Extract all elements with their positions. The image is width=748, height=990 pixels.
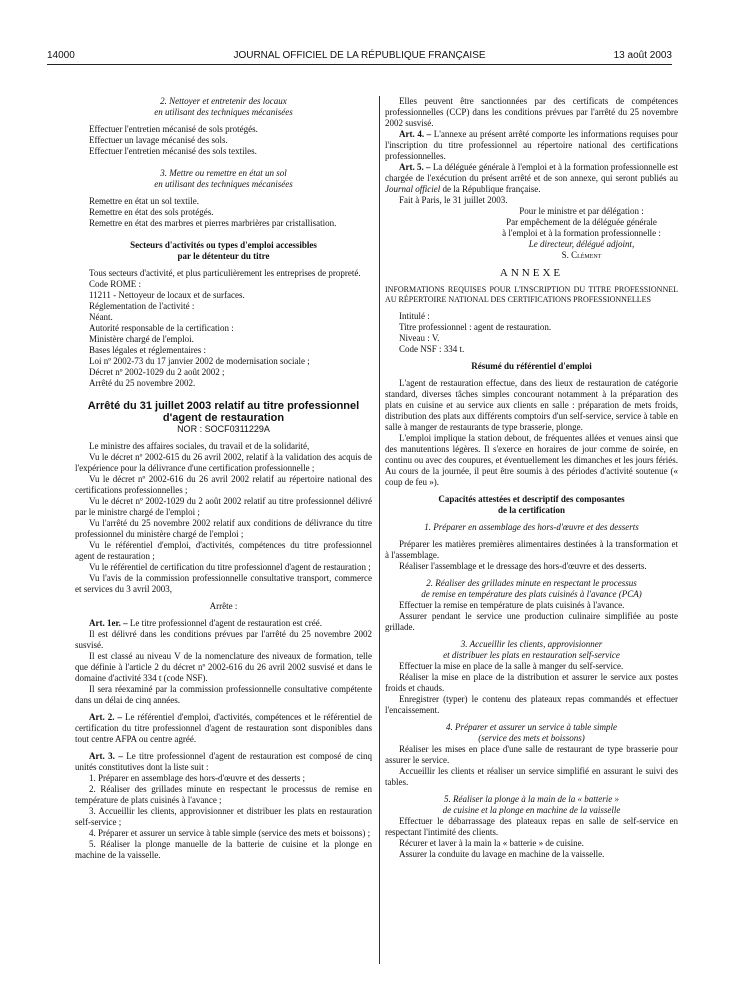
competence-title: de cuisine et la plonge en machine de la vaisselle	[442, 805, 621, 815]
decree-title: Arrêté du 31 juillet 2003 relatif au titre professionnel	[87, 400, 360, 412]
signature-line: Par empêchement de la déléguée générale	[506, 217, 657, 227]
list-item: 2. Réaliser des grillades minute en respectant le processus de remise en température de plats cuisinés à l'avance ;	[75, 784, 372, 805]
paragraph: Il sera réexaminé par la commission professionnelle consultative compétente dans un délai de cinq années.	[75, 684, 372, 705]
field-line: Code NSF : 334 t.	[399, 344, 465, 354]
article-3	[75, 751, 372, 773]
preamble-line: Vu le référentiel d'emploi, d'activités, compétences du titre professionnel agent de restauration ;	[75, 540, 372, 561]
list-item: Effectuer le débarrassage des plateaux repas en salle de self-service en respectant l'intimité des clients.	[385, 816, 678, 837]
section-heading: par le détenteur du titre	[177, 251, 270, 261]
competence-title: de remise en température des plats cuisinés à l'avance (PCA)	[421, 589, 642, 599]
list-item: Remettre en état des sols protégés.	[89, 207, 214, 217]
field-label: Code ROME :	[89, 279, 142, 289]
list-item: Récurer et laver à la main la « batterie » de cuisine.	[399, 838, 584, 848]
list-item: Décret nº 2002-1029 du 2 août 2002 ;	[89, 367, 225, 377]
signature-line: Pour le ministre et par délégation :	[519, 206, 644, 216]
list-item: Arrêté du 25 novembre 2002.	[89, 378, 196, 388]
competence-title: et distribuer les plats en restauration self-service	[443, 650, 620, 660]
article-text: Le référentiel d'emploi, d'activités, compétences et le référentiel de certification du titre professionnel d'agent de restauration sont disponibles dans tout centre AFPA ou centre agréé.	[75, 712, 373, 744]
column-divider	[379, 96, 380, 964]
paragraph: L'agent de restauration effectue, dans des lieux de restauration de catégorie standard, diverses tâches simples concourant notamment à la préparation des plats en cuisine et au service aux clients en salle : préparation de mets froids, distribution des plats aux différents comptoirs d'un self-service, service à table en salle à manger de restaurants de type brasserie, plonge.	[385, 378, 678, 432]
section-title: en utilisant des techniques mécanisées	[154, 107, 293, 117]
list-item: Remettre en état des marbres et pierres marbrières par cristallisation.	[89, 218, 337, 228]
section-heading: Résumé du référentiel d'emploi	[471, 361, 592, 371]
preamble-line: Vu l'arrêté du 25 novembre 2002 relatif aux conditions de délivrance du titre professionnel du ministère chargé de l'emploi ;	[75, 518, 372, 539]
article-label: Art. 1er. –	[89, 618, 128, 628]
article-5	[385, 162, 678, 195]
section-title: 2. Nettoyer et entretenir des locaux	[160, 96, 287, 106]
article-text: de la République française.	[442, 184, 541, 194]
article-1	[75, 618, 372, 629]
arrete-word: Arrête :	[209, 601, 238, 611]
competence-title: 4. Préparer et assurer un service à table simple	[445, 722, 618, 732]
journal-title: JOURNAL OFFICIEL DE LA RÉPUBLIQUE FRANÇAISE	[233, 50, 486, 61]
page-number: 14000	[47, 50, 75, 61]
field-line: Titre professionnel : agent de restauration.	[399, 322, 552, 332]
list-item: Effectuer la mise en place de la salle à manger du self-service.	[399, 661, 624, 671]
signature-line: à l'emploi et à la formation professionnelle :	[502, 228, 661, 238]
article-label: Art. 2. –	[89, 712, 122, 722]
list-item: Accueillir les clients et réaliser un service simplifié en assurant le suivi des tables.	[385, 766, 678, 787]
field-value: 11211 - Nettoyeur de locaux et de surfaces.	[89, 290, 245, 300]
signature-date: Fait à Paris, le 31 juillet 2003.	[399, 195, 508, 205]
section-heading: Secteurs d'activités ou types d'emploi accessibles	[130, 240, 317, 250]
article-4	[385, 129, 678, 162]
section-heading: de la certification	[498, 505, 565, 515]
signature-block	[485, 206, 678, 261]
signature-title: Le directeur, délégué adjoint,	[528, 239, 635, 249]
field-line: Niveau : V.	[399, 333, 440, 343]
list-item: 5. Réaliser la plonge manuelle de la batterie de cuisine et la plonge en machine de la vaisselle.	[75, 839, 372, 860]
list-item: Effectuer l'entretien mécanisé de sols protégés.	[89, 124, 258, 134]
field-value: Ministère chargé de l'emploi.	[89, 334, 194, 344]
preamble-line: Le ministre des affaires sociales, du travail et de la solidarité,	[89, 441, 310, 451]
list-item: Réaliser la mise en place de la distribution et assurer le service aux postes froids et chauds.	[385, 672, 678, 693]
decree-title: d'agent de restauration	[162, 412, 285, 424]
journal-name: Journal officiel	[385, 184, 441, 194]
signature-name: S. Clément	[561, 250, 602, 260]
page-header	[47, 50, 672, 64]
list-item: Réaliser l'assemblage et le dressage des hors-d'œuvre et des desserts.	[399, 561, 647, 571]
paragraph: Elles peuvent être sanctionnées par des certificats de compétences professionnelles (CCP) dans les conditions prévues par l'arrêté du 25 novembre 2002 susvisé.	[385, 96, 678, 128]
list-item: Effectuer un lavage mécanisé des sols.	[89, 135, 228, 145]
list-item: Assurer la conduite du lavage en machine de la vaisselle.	[399, 849, 605, 859]
competence-title: 5. Réaliser la plonge à la main de la « batterie »	[444, 794, 619, 804]
list-item: Remettre en état un sol textile.	[89, 196, 199, 206]
section-title: en utilisant des techniques mécanisées	[154, 179, 293, 189]
list-item: Enregistrer (typer) le contenu des plateaux repas commandés et effectuer l'encaissement.	[385, 694, 678, 715]
header-rule	[47, 64, 672, 65]
list-item: Effectuer l'entretien mécanisé des sols textiles.	[89, 146, 257, 156]
competence-title: (service des mets et boissons)	[478, 733, 585, 743]
list-item: Loi nº 2002-73 du 17 janvier 2002 de modernisation sociale ;	[89, 356, 310, 366]
list-item: Assurer pendant le service une production culinaire simplifiée au poste grillade.	[385, 611, 678, 632]
section-heading: Capacités attestées et descriptif des composantes	[438, 494, 625, 504]
field-line: Intitulé :	[399, 311, 430, 321]
competence-title: 3. Accueillir les clients, approvisionner	[460, 639, 603, 649]
article-label: Art. 5. –	[399, 162, 431, 172]
article-text: La déléguée générale à l'emploi et à la formation professionnelle est chargée de l'exécution du présent arrêté et de son annexe, qui seront publiés au	[385, 162, 678, 183]
field-value: Néant.	[89, 312, 113, 322]
preamble-line: Vu le décret nº 2002-615 du 26 avril 2002, relatif à la validation des acquis de l'expérience pour la délivrance d'une certification professionnelle ;	[75, 452, 372, 473]
article-2	[75, 712, 372, 745]
left-column	[75, 96, 372, 861]
list-item: Réaliser les mises en place d'une salle de restaurant de type brasserie pour assurer le service.	[385, 744, 678, 765]
preamble-line: Vu l'avis de la commission professionnelle consultative transport, commerce et services du 3 avril 2003,	[75, 573, 372, 594]
annex-title: INFORMATIONS REQUISES POUR L'INSCRIPTION DU TITRE PROFESSIONNEL AU RÉPERTOIRE NATIONAL DES CERTIFICATIONS PROFESSIONNELLES	[385, 285, 678, 304]
preamble-line: Vu le décret nº 2002-616 du 26 avril 2002 relatif au répertoire national des certifications professionnelles ;	[75, 474, 372, 495]
field-label: Réglementation de l'activité :	[89, 301, 195, 311]
annex-heading: ANNEXE	[499, 267, 564, 279]
article-text: Le titre professionnel d'agent de restauration est composé de cinq unités constitutives dont la liste suit :	[75, 751, 373, 772]
article-text: Le titre professionnel d'agent de restauration est créé.	[129, 618, 322, 628]
paragraph: Tous secteurs d'activité, et plus particulièrement les entreprises de propreté.	[89, 268, 361, 278]
article-text: L'annexe au présent arrêté comporte les informations requises pour l'inscription du titre professionnel au répertoire national des certifications professionnelles.	[385, 129, 678, 161]
article-label: Art. 3. –	[89, 751, 123, 761]
competence-title: 2. Réaliser des grillades minute en respectant le processus	[426, 578, 637, 588]
preamble-line: Vu le décret nº 2002-1029 du 2 août 2002 relatif au titre professionnel délivré par le ministre chargé de l'emploi ;	[75, 496, 372, 517]
paragraph: Il est délivré dans les conditions prévues par l'arrêté du 25 novembre 2002 susvisé.	[75, 629, 372, 650]
article-label: Art. 4. –	[399, 129, 432, 139]
section-title: 3. Mettre ou remettre en état un sol	[160, 168, 287, 178]
paragraph: Il est classé au niveau V de la nomenclature des niveaux de formation, telle que définie à l'article 2 du décret nº 2002-616 du 26 avril 2002 susvisé et dans le domaine d'activité 334 t (code NSF).	[75, 651, 372, 683]
issue-date: 13 août 2003	[613, 50, 672, 61]
list-item: 1. Préparer en assemblage des hors-d'œuvre et des desserts ;	[89, 773, 306, 783]
list-item: 3. Accueillir les clients, approvisionner et distribuer les plats en restauration self-service ;	[75, 806, 372, 827]
nor-reference: NOR : SOCF0311229A	[177, 424, 270, 434]
preamble-line: Vu le référentiel de certification du titre professionnel d'agent de restauration ;	[89, 562, 371, 572]
list-item: Préparer les matières premières alimentaires destinées à la transformation et à l'assemblage.	[385, 539, 678, 560]
paragraph: L'emploi implique la station debout, de fréquentes allées et venues ainsi que des manutentions légères. Il s'exerce en horaires de jour comme de soirée, en continu ou avec des coupures, et éventuellement les dimanches et les jours fériés. Au cours de la journée, il peut être soumis à des périodes d'activité soutenue (« coup de feu »).	[385, 433, 678, 487]
list-item: 4. Préparer et assurer un service à table simple (service des mets et boissons) ;	[89, 828, 371, 838]
list-item: Effectuer la remise en température de plats cuisinés à l'avance.	[399, 600, 625, 610]
competence-title: 1. Préparer en assemblage des hors-d'œuvre et des desserts	[424, 522, 639, 532]
field-label: Autorité responsable de la certification :	[89, 323, 234, 333]
right-column	[385, 96, 678, 860]
field-label: Bases légales et réglementaires :	[89, 345, 206, 355]
